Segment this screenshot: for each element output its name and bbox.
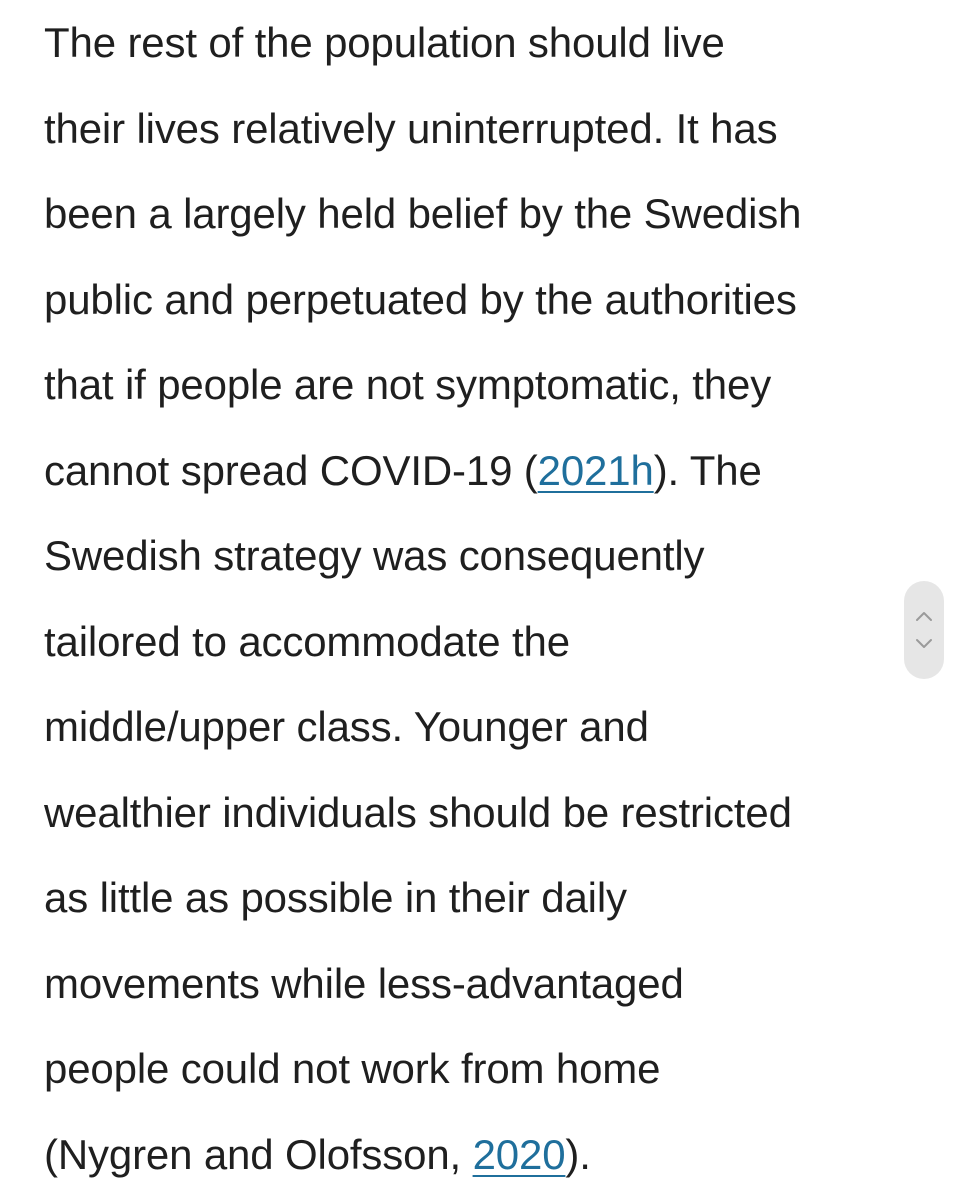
text-line: public and perpetuated by the authorities <box>44 275 797 323</box>
text-line: tailored to accommodate the <box>44 617 570 665</box>
text-line: wealthier individuals should be restricted <box>44 788 792 836</box>
text-line: that if people are not symptomatic, they <box>44 361 772 408</box>
text-segment: (Nygren and Olofsson, <box>44 1130 473 1178</box>
text-line: Swedish strategy was consequently <box>44 532 705 579</box>
citation-link-2020[interactable]: 2020 <box>472 1130 566 1178</box>
chevron-down-icon[interactable] <box>914 637 934 651</box>
text-segment: ). The <box>653 446 762 494</box>
article-text <box>44 0 944 1197</box>
chevron-up-icon[interactable] <box>914 609 934 623</box>
text-line: The rest of the population should live <box>44 19 725 66</box>
text-line: people could not work from home <box>44 1045 661 1092</box>
text-line: middle/upper class. Younger and <box>44 703 649 750</box>
text-line: their lives relatively uninterrupted. It has <box>44 104 778 152</box>
text-line <box>44 1112 944 1198</box>
text-line: movements while less-advantaged <box>44 959 684 1007</box>
text-segment: cannot spread COVID-19 ( <box>44 446 538 494</box>
text-line <box>44 428 944 514</box>
text-line: been a largely held belief by the Swedish <box>44 190 802 237</box>
text-segment: ). <box>565 1130 591 1178</box>
citation-link-2021h[interactable]: 2021h <box>537 446 654 494</box>
scroll-navigation <box>904 581 944 679</box>
text-line: as little as possible in their daily <box>44 874 627 921</box>
